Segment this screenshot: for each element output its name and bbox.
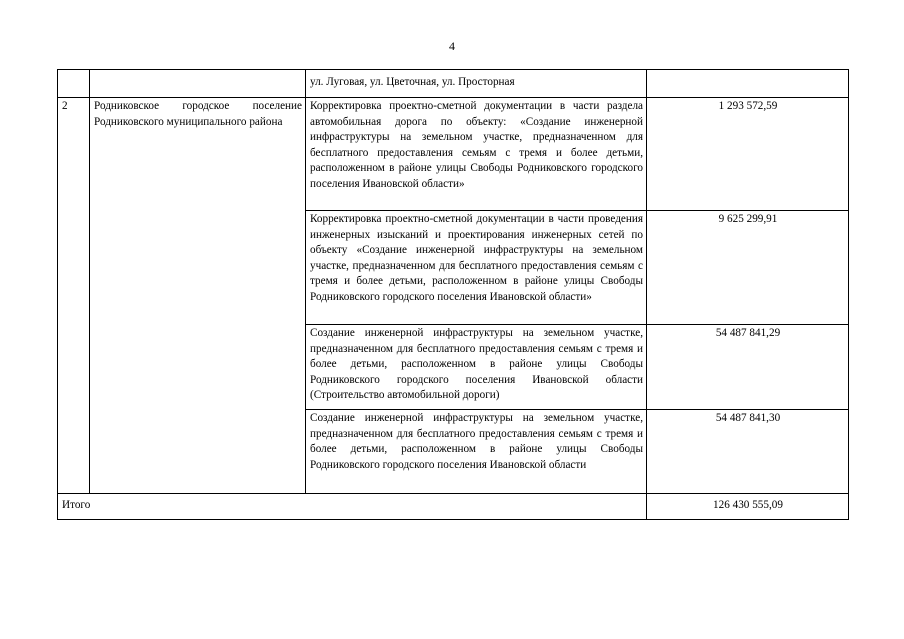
row-number-cell: 2 [58,98,90,494]
municipality-cell: Родниковское городское поселение Родниковского муниципального района [90,98,306,494]
total-label: Итого [58,494,647,520]
municipality-cell [90,70,306,98]
table-row-continuation [58,70,849,98]
amount-cell: 9 625 299,91 [647,211,849,325]
object-cell: Создание инженерной инфраструктуры на земельном участке, предназначенном для бесплатного предоставления семьям с тремя и более детьми, расположенном в районе улицы Свободы Родниковского городского поселения Ивановской области (Строительство автомобильной дороги) [306,325,647,410]
object-cell: Создание инженерной инфраструктуры на земельном участке, предназначенном для бесплатного предоставления семьям с тремя и более детьми, расположенном в районе улицы Свободы Родниковского городского поселения Ивановской области [306,410,647,494]
total-row [58,494,849,520]
amount-cell: 54 487 841,30 [647,410,849,494]
row-number-cell [58,70,90,98]
object-cell: Корректировка проектно-сметной документации в части проведения инженерных изысканий и проектирования инженерных сетей по объекту «Создание инженерной инфраструктуры на земельном участке, предназначенном для бесплатного предоставления семьям с тремя и более детьми, расположенном в районе улицы Свободы Родниковского городского поселения Ивановской области» [306,211,647,325]
object-cell: ул. Луговая, ул. Цветочная, ул. Просторная [306,70,647,98]
total-amount: 126 430 555,09 [647,494,849,520]
table-row [58,98,849,211]
amount-cell: 1 293 572,59 [647,98,849,211]
amount-cell: 54 487 841,29 [647,325,849,410]
page-number: 4 [449,39,455,53]
object-cell: Корректировка проектно-сметной документации в части раздела автомобильная дорога по объекту: «Создание инженерной инфраструктуры на земельном участке, предназначенном для бесплатного предоставления семьям с тремя и более детьми, расположенном в районе улицы Свободы Родниковского городского поселения Ивановской области» [306,98,647,211]
funding-table [57,69,849,520]
amount-cell [647,70,849,98]
